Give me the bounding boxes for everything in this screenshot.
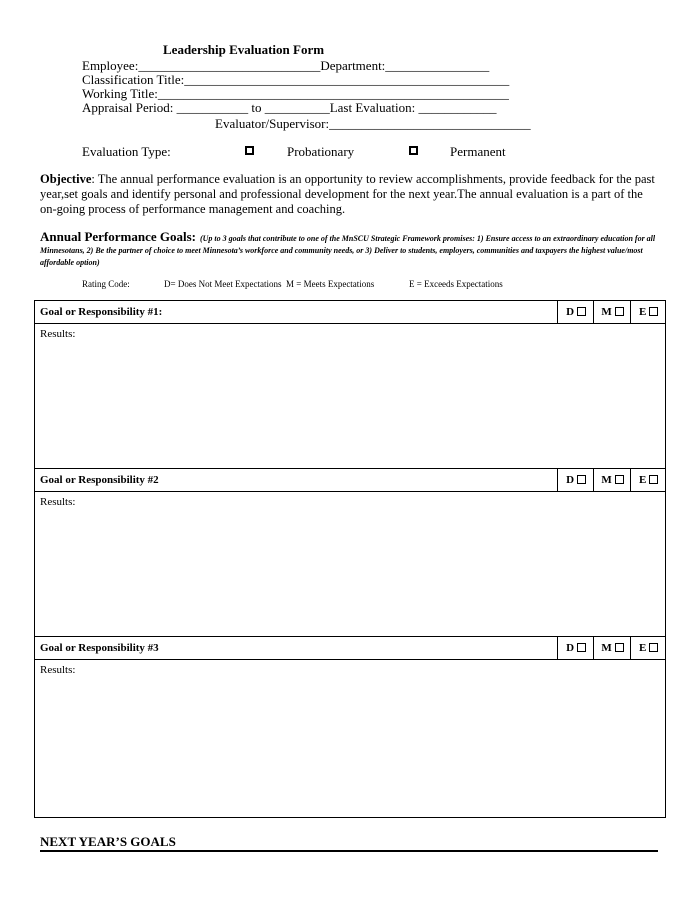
appraisal-period-line[interactable]: Appraisal Period: ___________ to __________Last Evaluation: ____________ bbox=[82, 100, 497, 115]
next-year-goals-divider bbox=[40, 850, 658, 852]
goal-2-rating-m[interactable]: M bbox=[593, 469, 631, 491]
goal-1-e-checkbox-icon[interactable] bbox=[649, 307, 658, 316]
permanent-label: Permanent bbox=[450, 144, 506, 159]
goal-2-m-checkbox-icon[interactable] bbox=[615, 475, 624, 484]
rating-code-m: M = Meets Expectations bbox=[286, 279, 375, 289]
goal-2-e-checkbox-icon[interactable] bbox=[649, 475, 658, 484]
objective-text: : The annual performance evaluation is an opportunity to review accomplishments, provide feedback for the past year,set goals and identify personal and professional development for the next year.The annual evaluation is a part of the on-going process of performance management and coaching. bbox=[40, 172, 655, 216]
goal-3-d-checkbox-icon[interactable] bbox=[577, 643, 586, 652]
goal-1-rating-e[interactable]: E bbox=[630, 301, 666, 323]
goal-3-m-checkbox-icon[interactable] bbox=[615, 643, 624, 652]
goal-2-rating-e[interactable]: E bbox=[630, 469, 666, 491]
rating-code-d: D= Does Not Meet Expectations bbox=[164, 279, 282, 289]
rating-code-e: E = Exceeds Expectations bbox=[409, 279, 503, 289]
goal-2-rating-d[interactable]: D bbox=[557, 469, 594, 491]
goal-1-results-label: Results: bbox=[40, 328, 76, 340]
goal-2-header bbox=[34, 468, 666, 492]
evaluator-line[interactable]: Evaluator/Supervisor:_______________________________ bbox=[215, 116, 531, 131]
goal-3-results-label: Results: bbox=[40, 664, 76, 676]
goal-2-d-checkbox-icon[interactable] bbox=[577, 475, 586, 484]
goal-1-rating-d[interactable]: D bbox=[557, 301, 594, 323]
goal-1-m-checkbox-icon[interactable] bbox=[615, 307, 624, 316]
evaluation-type-label: Evaluation Type: bbox=[82, 144, 171, 159]
probationary-label: Probationary bbox=[287, 144, 355, 159]
rating-code-label: Rating Code: bbox=[82, 279, 130, 289]
goal-3-rating-d[interactable]: D bbox=[557, 637, 594, 659]
employee-department-line[interactable]: Employee:____________________________Department:________________ bbox=[82, 58, 490, 73]
goal-3-results-area[interactable] bbox=[34, 659, 666, 818]
form-title: Leadership Evaluation Form bbox=[163, 42, 325, 57]
annual-goals-description: (Up to 3 goals that contribute to one of the MnSCU Strategic Framework promises: 1) Ensure access to an extraordinary education for all Minnesotans, 2) Be the partner of choice to meet Minnesota’s workforce and community needs, or 3) Deliver to students, employers, communities and taxpayers the highest value/most affordable option) bbox=[40, 234, 656, 267]
goal-1-title: Goal or Responsibility #1: bbox=[40, 306, 163, 318]
objective-paragraph bbox=[40, 172, 658, 217]
goal-2-results-area[interactable] bbox=[34, 491, 666, 637]
goal-1-d-checkbox-icon[interactable] bbox=[577, 307, 586, 316]
permanent-checkbox-icon[interactable] bbox=[409, 146, 418, 155]
classification-title-line[interactable]: Classification Title:__________________________________________________ bbox=[82, 72, 510, 87]
working-title-line[interactable]: Working Title:______________________________________________________ bbox=[82, 86, 509, 101]
goal-3-header bbox=[34, 636, 666, 660]
goal-1-header bbox=[34, 300, 666, 324]
goal-2-results-label: Results: bbox=[40, 496, 76, 508]
goal-1-rating-m[interactable]: M bbox=[593, 301, 631, 323]
goal-3-rating-m[interactable]: M bbox=[593, 637, 631, 659]
annual-goals-block bbox=[40, 229, 662, 268]
annual-goals-heading: Annual Performance Goals: bbox=[40, 229, 196, 244]
probationary-checkbox-icon[interactable] bbox=[245, 146, 254, 155]
goal-1-results-area[interactable] bbox=[34, 323, 666, 469]
objective-label: Objective bbox=[40, 172, 92, 186]
goal-3-rating-e[interactable]: E bbox=[630, 637, 666, 659]
next-year-goals-heading: NEXT YEAR’S GOALS bbox=[40, 834, 176, 849]
goal-2-title: Goal or Responsibility #2 bbox=[40, 474, 159, 486]
goal-3-title: Goal or Responsibility #3 bbox=[40, 642, 159, 654]
goal-3-e-checkbox-icon[interactable] bbox=[649, 643, 658, 652]
